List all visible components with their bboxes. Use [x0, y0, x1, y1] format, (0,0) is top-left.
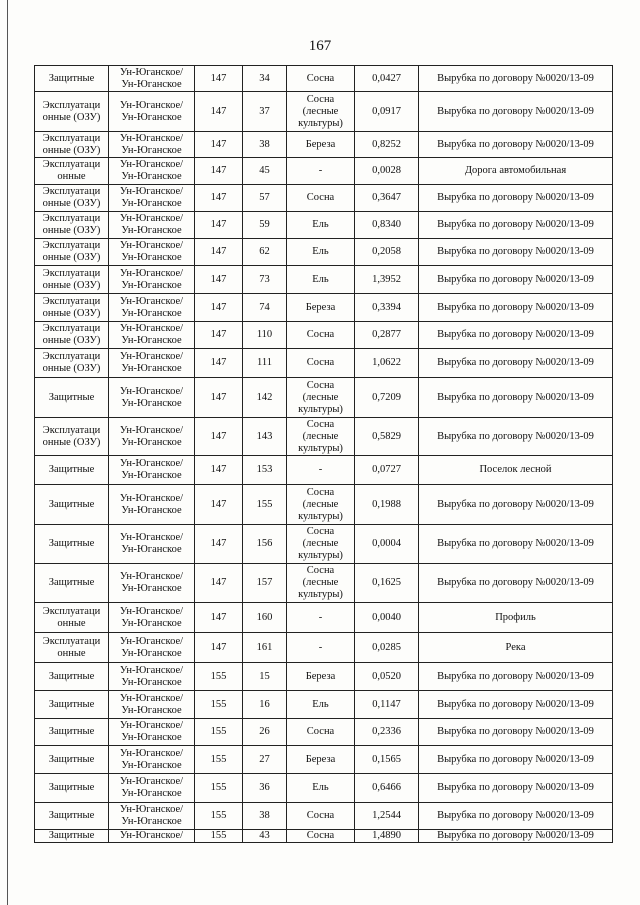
subcompartment-cell: 37 — [243, 92, 287, 132]
location-cell: Ун-Юганское/ — [109, 830, 195, 843]
table-row — [35, 633, 613, 663]
subcompartment-cell: 74 — [243, 294, 287, 322]
table-row — [35, 212, 613, 239]
location-cell: Ун-Юганское/ Ун-Юганское — [109, 663, 195, 691]
table-row — [35, 266, 613, 294]
species-cell: Береза — [287, 294, 355, 322]
area-cell: 0,0040 — [355, 603, 419, 633]
species-cell: Сосна (лесные культуры) — [287, 378, 355, 418]
table-row — [35, 456, 613, 485]
location-cell: Ун-Юганское/ Ун-Юганское — [109, 633, 195, 663]
species-cell: Сосна — [287, 803, 355, 830]
quarter-cell: 155 — [195, 663, 243, 691]
location-cell: Ун-Юганское/ Ун-Юганское — [109, 691, 195, 719]
subcompartment-cell: 156 — [243, 525, 287, 564]
area-cell: 0,1625 — [355, 564, 419, 603]
location-cell: Ун-Юганское/ Ун-Юганское — [109, 322, 195, 349]
subcompartment-cell: 43 — [243, 830, 287, 843]
table-row — [35, 294, 613, 322]
purpose-cell: Вырубка по договору №0020/13-09 — [419, 378, 613, 418]
location-cell: Ун-Юганское/ Ун-Юганское — [109, 66, 195, 92]
species-cell: Ель — [287, 774, 355, 803]
subcompartment-cell: 57 — [243, 185, 287, 212]
area-cell: 0,0520 — [355, 663, 419, 691]
subcompartment-cell: 26 — [243, 719, 287, 746]
category-cell: Защитные — [35, 525, 109, 564]
category-cell: Эксплуатаци онные (ОЗУ) — [35, 239, 109, 266]
category-cell: Эксплуатаци онные — [35, 633, 109, 663]
purpose-cell: Вырубка по договору №0020/13-09 — [419, 92, 613, 132]
location-cell: Ун-Юганское/ Ун-Юганское — [109, 803, 195, 830]
species-cell: Сосна (лесные культуры) — [287, 485, 355, 525]
species-cell: Сосна — [287, 719, 355, 746]
table-row — [35, 92, 613, 132]
species-cell: - — [287, 158, 355, 185]
quarter-cell: 155 — [195, 803, 243, 830]
area-cell: 0,7209 — [355, 378, 419, 418]
subcompartment-cell: 38 — [243, 803, 287, 830]
scan-edge-line — [7, 0, 8, 905]
location-cell: Ун-Юганское/ Ун-Юганское — [109, 212, 195, 239]
location-cell: Ун-Юганское/ Ун-Юганское — [109, 132, 195, 158]
purpose-cell: Вырубка по договору №0020/13-09 — [419, 322, 613, 349]
subcompartment-cell: 36 — [243, 774, 287, 803]
area-cell: 0,0285 — [355, 633, 419, 663]
quarter-cell: 147 — [195, 66, 243, 92]
quarter-cell: 147 — [195, 633, 243, 663]
species-cell: Сосна — [287, 349, 355, 378]
area-cell: 0,0727 — [355, 456, 419, 485]
table-body — [35, 66, 613, 843]
quarter-cell: 147 — [195, 525, 243, 564]
purpose-cell: Река — [419, 633, 613, 663]
category-cell: Защитные — [35, 830, 109, 843]
species-cell: Сосна (лесные культуры) — [287, 564, 355, 603]
subcompartment-cell: 153 — [243, 456, 287, 485]
area-cell: 1,3952 — [355, 266, 419, 294]
subcompartment-cell: 62 — [243, 239, 287, 266]
table-row — [35, 663, 613, 691]
species-cell: Сосна (лесные культуры) — [287, 418, 355, 456]
category-cell: Эксплуатаци онные (ОЗУ) — [35, 185, 109, 212]
subcompartment-cell: 155 — [243, 485, 287, 525]
category-cell: Защитные — [35, 803, 109, 830]
category-cell: Эксплуатаци онные — [35, 158, 109, 185]
purpose-cell: Дорога автомобильная — [419, 158, 613, 185]
quarter-cell: 147 — [195, 212, 243, 239]
category-cell: Защитные — [35, 746, 109, 774]
location-cell: Ун-Юганское/ Ун-Юганское — [109, 349, 195, 378]
category-cell: Эксплуатаци онные (ОЗУ) — [35, 266, 109, 294]
species-cell: Ель — [287, 239, 355, 266]
species-cell: Сосна — [287, 322, 355, 349]
category-cell: Эксплуатаци онные (ОЗУ) — [35, 322, 109, 349]
species-cell: Береза — [287, 132, 355, 158]
location-cell: Ун-Юганское/ Ун-Юганское — [109, 456, 195, 485]
area-cell: 0,2877 — [355, 322, 419, 349]
area-cell: 1,0622 — [355, 349, 419, 378]
area-cell: 0,3394 — [355, 294, 419, 322]
quarter-cell: 147 — [195, 266, 243, 294]
purpose-cell: Вырубка по договору №0020/13-09 — [419, 212, 613, 239]
species-cell: Ель — [287, 691, 355, 719]
quarter-cell: 155 — [195, 774, 243, 803]
area-cell: 0,2336 — [355, 719, 419, 746]
purpose-cell: Поселок лесной — [419, 456, 613, 485]
table-row — [35, 719, 613, 746]
subcompartment-cell: 16 — [243, 691, 287, 719]
species-cell: Ель — [287, 266, 355, 294]
purpose-cell: Профиль — [419, 603, 613, 633]
quarter-cell: 147 — [195, 92, 243, 132]
purpose-cell: Вырубка по договору №0020/13-09 — [419, 185, 613, 212]
subcompartment-cell: 27 — [243, 746, 287, 774]
table-row — [35, 66, 613, 92]
purpose-cell: Вырубка по договору №0020/13-09 — [419, 774, 613, 803]
area-cell: 0,8340 — [355, 212, 419, 239]
subcompartment-cell: 73 — [243, 266, 287, 294]
table-row — [35, 185, 613, 212]
table-row — [35, 418, 613, 456]
location-cell: Ун-Юганское/ Ун-Юганское — [109, 239, 195, 266]
category-cell: Защитные — [35, 378, 109, 418]
table-row — [35, 691, 613, 719]
purpose-cell: Вырубка по договору №0020/13-09 — [419, 485, 613, 525]
subcompartment-cell: 38 — [243, 132, 287, 158]
quarter-cell: 147 — [195, 603, 243, 633]
table-row — [35, 349, 613, 378]
location-cell: Ун-Юганское/ Ун-Юганское — [109, 418, 195, 456]
quarter-cell: 147 — [195, 378, 243, 418]
location-cell: Ун-Юганское/ Ун-Юганское — [109, 92, 195, 132]
category-cell: Эксплуатаци онные — [35, 603, 109, 633]
quarter-cell: 147 — [195, 158, 243, 185]
table-row — [35, 774, 613, 803]
category-cell: Защитные — [35, 774, 109, 803]
species-cell: - — [287, 603, 355, 633]
purpose-cell: Вырубка по договору №0020/13-09 — [419, 746, 613, 774]
table-row — [35, 158, 613, 185]
table-row — [35, 132, 613, 158]
purpose-cell: Вырубка по договору №0020/13-09 — [419, 525, 613, 564]
area-cell: 0,0028 — [355, 158, 419, 185]
quarter-cell: 147 — [195, 456, 243, 485]
subcompartment-cell: 34 — [243, 66, 287, 92]
purpose-cell: Вырубка по договору №0020/13-09 — [419, 564, 613, 603]
category-cell: Защитные — [35, 719, 109, 746]
subcompartment-cell: 143 — [243, 418, 287, 456]
species-cell: Сосна — [287, 185, 355, 212]
purpose-cell: Вырубка по договору №0020/13-09 — [419, 418, 613, 456]
table-row — [35, 830, 613, 843]
table-row — [35, 746, 613, 774]
location-cell: Ун-Юганское/ Ун-Юганское — [109, 564, 195, 603]
category-cell: Эксплуатаци онные (ОЗУ) — [35, 132, 109, 158]
area-cell: 0,3647 — [355, 185, 419, 212]
location-cell: Ун-Юганское/ Ун-Юганское — [109, 525, 195, 564]
species-cell: Сосна — [287, 830, 355, 843]
purpose-cell: Вырубка по договору №0020/13-09 — [419, 266, 613, 294]
area-cell: 0,0004 — [355, 525, 419, 564]
category-cell: Эксплуатаци онные (ОЗУ) — [35, 212, 109, 239]
purpose-cell: Вырубка по договору №0020/13-09 — [419, 830, 613, 843]
table-row — [35, 378, 613, 418]
quarter-cell: 147 — [195, 564, 243, 603]
purpose-cell: Вырубка по договору №0020/13-09 — [419, 132, 613, 158]
area-cell: 1,2544 — [355, 803, 419, 830]
area-cell: 0,0427 — [355, 66, 419, 92]
quarter-cell: 147 — [195, 418, 243, 456]
table-row — [35, 564, 613, 603]
location-cell: Ун-Юганское/ Ун-Юганское — [109, 266, 195, 294]
quarter-cell: 147 — [195, 185, 243, 212]
category-cell: Защитные — [35, 691, 109, 719]
area-cell: 0,1988 — [355, 485, 419, 525]
location-cell: Ун-Юганское/ Ун-Юганское — [109, 746, 195, 774]
subcompartment-cell: 161 — [243, 633, 287, 663]
area-cell: 0,1565 — [355, 746, 419, 774]
location-cell: Ун-Юганское/ Ун-Юганское — [109, 603, 195, 633]
location-cell: Ун-Юганское/ Ун-Юганское — [109, 158, 195, 185]
subcompartment-cell: 59 — [243, 212, 287, 239]
purpose-cell: Вырубка по договору №0020/13-09 — [419, 239, 613, 266]
species-cell: - — [287, 633, 355, 663]
category-cell: Эксплуатаци онные (ОЗУ) — [35, 349, 109, 378]
species-cell: Сосна (лесные культуры) — [287, 525, 355, 564]
category-cell: Защитные — [35, 66, 109, 92]
category-cell: Эксплуатаци онные (ОЗУ) — [35, 294, 109, 322]
table-row — [35, 603, 613, 633]
quarter-cell: 147 — [195, 294, 243, 322]
purpose-cell: Вырубка по договору №0020/13-09 — [419, 719, 613, 746]
subcompartment-cell: 110 — [243, 322, 287, 349]
table-row — [35, 239, 613, 266]
quarter-cell: 147 — [195, 322, 243, 349]
category-cell: Защитные — [35, 663, 109, 691]
quarter-cell: 155 — [195, 719, 243, 746]
subcompartment-cell: 160 — [243, 603, 287, 633]
area-cell: 1,4890 — [355, 830, 419, 843]
subcompartment-cell: 157 — [243, 564, 287, 603]
forest-plot-table — [34, 65, 613, 843]
species-cell: Береза — [287, 746, 355, 774]
area-cell: 0,6466 — [355, 774, 419, 803]
area-cell: 0,8252 — [355, 132, 419, 158]
location-cell: Ун-Юганское/ Ун-Юганское — [109, 485, 195, 525]
species-cell: Ель — [287, 212, 355, 239]
location-cell: Ун-Юганское/ Ун-Юганское — [109, 378, 195, 418]
quarter-cell: 147 — [195, 485, 243, 525]
species-cell: Сосна — [287, 66, 355, 92]
location-cell: Ун-Юганское/ Ун-Юганское — [109, 294, 195, 322]
species-cell: Сосна (лесные культуры) — [287, 92, 355, 132]
quarter-cell: 147 — [195, 239, 243, 266]
table-row — [35, 322, 613, 349]
quarter-cell: 155 — [195, 746, 243, 774]
page-number: 167 — [308, 38, 332, 54]
quarter-cell: 147 — [195, 349, 243, 378]
quarter-cell: 155 — [195, 691, 243, 719]
purpose-cell: Вырубка по договору №0020/13-09 — [419, 803, 613, 830]
location-cell: Ун-Юганское/ Ун-Юганское — [109, 774, 195, 803]
quarter-cell: 155 — [195, 830, 243, 843]
subcompartment-cell: 15 — [243, 663, 287, 691]
purpose-cell: Вырубка по договору №0020/13-09 — [419, 349, 613, 378]
purpose-cell: Вырубка по договору №0020/13-09 — [419, 66, 613, 92]
category-cell: Защитные — [35, 564, 109, 603]
purpose-cell: Вырубка по договору №0020/13-09 — [419, 294, 613, 322]
category-cell: Эксплуатаци онные (ОЗУ) — [35, 92, 109, 132]
purpose-cell: Вырубка по договору №0020/13-09 — [419, 691, 613, 719]
area-cell: 0,1147 — [355, 691, 419, 719]
category-cell: Защитные — [35, 456, 109, 485]
location-cell: Ун-Юганское/ Ун-Юганское — [109, 719, 195, 746]
subcompartment-cell: 142 — [243, 378, 287, 418]
area-cell: 0,0917 — [355, 92, 419, 132]
area-cell: 0,5829 — [355, 418, 419, 456]
purpose-cell: Вырубка по договору №0020/13-09 — [419, 663, 613, 691]
subcompartment-cell: 111 — [243, 349, 287, 378]
table-row — [35, 485, 613, 525]
table-row — [35, 803, 613, 830]
table-row — [35, 525, 613, 564]
area-cell: 0,2058 — [355, 239, 419, 266]
location-cell: Ун-Юганское/ Ун-Юганское — [109, 185, 195, 212]
subcompartment-cell: 45 — [243, 158, 287, 185]
species-cell: Береза — [287, 663, 355, 691]
category-cell: Эксплуатаци онные (ОЗУ) — [35, 418, 109, 456]
category-cell: Защитные — [35, 485, 109, 525]
species-cell: - — [287, 456, 355, 485]
quarter-cell: 147 — [195, 132, 243, 158]
